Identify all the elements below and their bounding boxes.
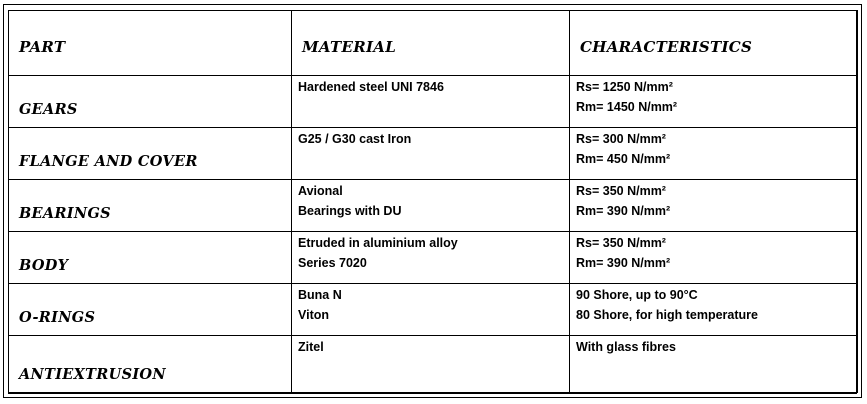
- characteristic-line: Rs= 350 N/mm²: [576, 184, 666, 198]
- table-row: [9, 284, 858, 336]
- part-label: BEARINGS: [19, 205, 111, 222]
- part-label: ANTIEXTRUSION: [19, 366, 166, 383]
- characteristic-line: Rm= 390 N/mm²: [576, 204, 671, 218]
- part-label: FLANGE AND COVER: [19, 153, 198, 170]
- cell-part: [9, 76, 292, 128]
- material-line: Bearings with DU: [298, 204, 402, 218]
- header-material: MATERIAL: [292, 11, 570, 76]
- characteristic-line: 90 Shore, up to 90°C: [576, 288, 698, 302]
- characteristic-line: Rs= 350 N/mm²: [576, 236, 666, 250]
- characteristic-line: Rm= 450 N/mm²: [576, 152, 671, 166]
- characteristic-line: Rs= 1250 N/mm²: [576, 80, 673, 94]
- material-line: Buna N: [298, 288, 342, 302]
- table-body: [9, 76, 858, 393]
- cell-characteristics: [570, 128, 858, 180]
- table-row: [9, 180, 858, 232]
- part-label: GEARS: [19, 101, 78, 118]
- material-line: Series 7020: [298, 256, 367, 270]
- cell-part: [9, 336, 292, 393]
- material-line: Viton: [298, 308, 330, 322]
- material-line: G25 / G30 cast Iron: [298, 132, 412, 146]
- cell-part: [9, 128, 292, 180]
- characteristic-line: Rm= 390 N/mm²: [576, 256, 671, 270]
- cell-part: [9, 284, 292, 336]
- table-row: [9, 232, 858, 284]
- characteristic-line: 80 Shore, for high temperature: [576, 308, 758, 322]
- specifications-table: [8, 10, 858, 393]
- table-row: [9, 128, 858, 180]
- cell-characteristics: [570, 232, 858, 284]
- cell-material: [292, 336, 570, 393]
- cell-material: [292, 180, 570, 232]
- cell-material: [292, 128, 570, 180]
- table-header-row: [9, 11, 858, 76]
- cell-characteristics: [570, 284, 858, 336]
- characteristic-line: Rm= 1450 N/mm²: [576, 100, 678, 114]
- part-label: O-RINGS: [19, 309, 96, 326]
- cell-characteristics: [570, 180, 858, 232]
- cell-part: [9, 180, 292, 232]
- cell-material: [292, 232, 570, 284]
- material-line: Avional: [298, 184, 343, 198]
- table-row: [9, 76, 858, 128]
- cell-material: [292, 76, 570, 128]
- table-row: [9, 336, 858, 393]
- characteristic-line: Rs= 300 N/mm²: [576, 132, 666, 146]
- cell-characteristics: [570, 76, 858, 128]
- cell-material: [292, 284, 570, 336]
- header-characteristics: CHARACTERISTICS: [570, 11, 858, 76]
- material-line: Hardened steel UNI 7846: [298, 80, 444, 94]
- cell-characteristics: [570, 336, 858, 393]
- material-line: Etruded in aluminium alloy: [298, 236, 458, 250]
- part-label: BODY: [19, 257, 69, 274]
- cell-part: [9, 232, 292, 284]
- header-part: PART: [9, 11, 292, 76]
- characteristic-line: With glass fibres: [576, 340, 676, 354]
- material-line: Zitel: [298, 340, 324, 354]
